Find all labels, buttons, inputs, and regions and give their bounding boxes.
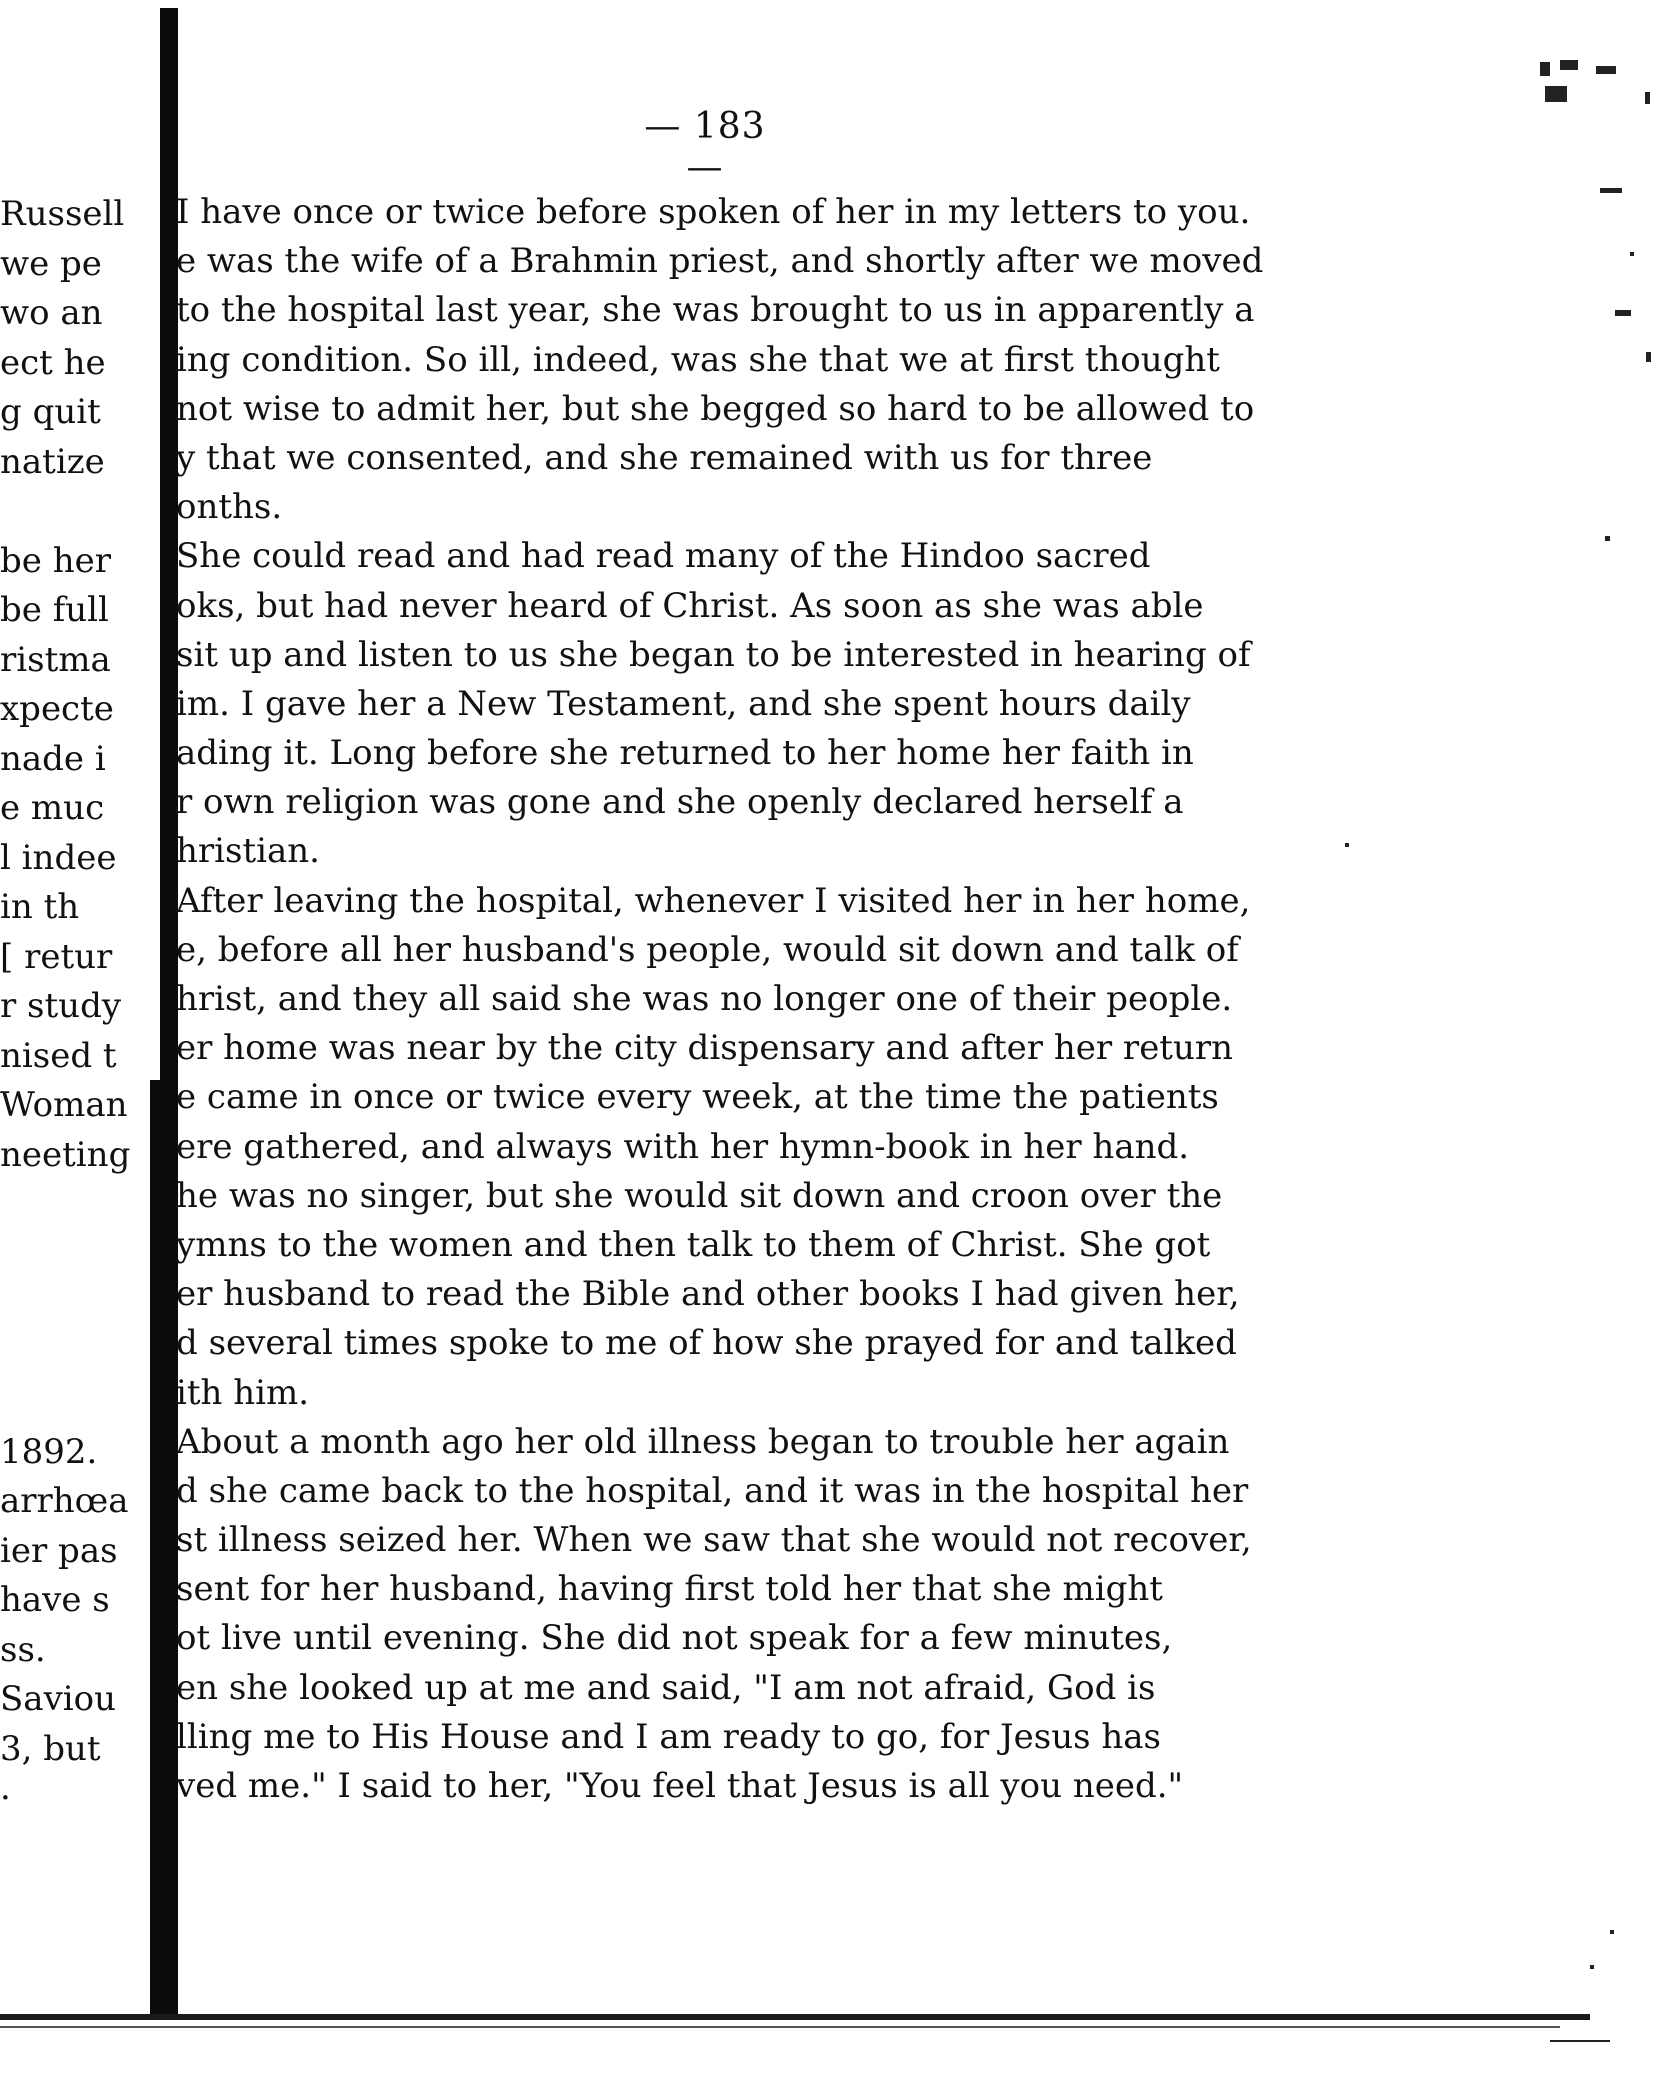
- left-fragment-line: ier pas: [0, 1530, 118, 1571]
- scan-speck: [1615, 310, 1631, 316]
- body-text-line: About a month ago her old illness began to trouble her again: [176, 1421, 1230, 1462]
- left-fragment-line: [0, 1180, 160, 1230]
- left-fragment-line: nised t: [0, 1035, 117, 1076]
- left-fragment-line: ·: [0, 1778, 11, 1818]
- left-fragment-line: 3, but: [0, 1728, 101, 1769]
- scan-speck: [1610, 1930, 1614, 1934]
- left-fragment-line: Saviou: [0, 1679, 117, 1719]
- body-text-line: sit up and listen to us she began to be interested in hearing of: [176, 634, 1251, 675]
- body-text-line: not wise to admit her, but she begged so hard to be allowed to: [176, 388, 1255, 429]
- body-text-line: ith him.: [176, 1372, 310, 1413]
- left-fragment-line: be full: [0, 590, 109, 630]
- left-fragment-line: r study: [0, 986, 122, 1026]
- scan-speck: [1605, 536, 1610, 541]
- left-fragment-line: [0, 1378, 160, 1428]
- scan-speck: [1550, 2040, 1610, 2042]
- left-page-fragments: [0, 190, 160, 1824]
- scan-speck: [1600, 188, 1622, 193]
- scan-speck: [1540, 62, 1550, 76]
- body-text-line: hristian.: [176, 831, 320, 872]
- left-fragment-line: [0, 487, 160, 537]
- left-fragment-line: l indee: [0, 837, 117, 878]
- scan-speck: [1630, 252, 1634, 256]
- body-text-line: im. I gave her a New Testament, and she spent hours daily: [176, 683, 1191, 724]
- body-text-line: st illness seized her. When we saw that she would not recover,: [176, 1520, 1252, 1561]
- scan-speck: [1590, 1965, 1594, 1969]
- left-fragment-line: natize: [0, 441, 105, 482]
- body-text-line: onths.: [176, 487, 283, 528]
- left-fragment-line: g quit: [0, 392, 101, 432]
- left-fragment-line: [0, 1230, 160, 1280]
- left-fragment-line: arrhœa: [0, 1481, 129, 1521]
- scan-speck: [1545, 86, 1567, 102]
- left-fragment-line: 1892.: [0, 1431, 98, 1472]
- page-bottom-rule: [0, 2014, 1590, 2020]
- left-fragment-line: be her: [0, 540, 111, 581]
- body-text-line: to the hospital last year, she was brought to us in apparently a: [176, 290, 1255, 331]
- body-text-line: She could read and had read many of the Hindoo sacred: [176, 536, 1151, 577]
- left-fragment-line: e muc: [0, 788, 105, 828]
- left-fragment-line: in th: [0, 887, 80, 927]
- body-text-line: en she looked up at me and said, "I am not afraid, God is: [176, 1667, 1156, 1708]
- left-fragment-line: [0, 1279, 160, 1329]
- scan-speck: [1646, 352, 1651, 362]
- scan-speck: [1645, 92, 1650, 104]
- body-text-line: ymns to the women and then talk to them of Christ. She got: [176, 1224, 1211, 1265]
- left-fragment-line: wo an: [0, 293, 103, 333]
- left-fragment-line: we pe: [0, 243, 102, 284]
- body-text-line: ading it. Long before she returned to her home her faith in: [176, 733, 1194, 774]
- left-fragment-line: Woman: [0, 1085, 128, 1125]
- left-fragment-line: ss.: [0, 1629, 46, 1670]
- left-fragment-line: nade i: [0, 738, 106, 779]
- scan-speck: [1596, 66, 1616, 74]
- left-fragment-line: [ retur: [0, 936, 113, 977]
- scan-speck: [1560, 60, 1578, 70]
- body-text-line: sent for her husband, having first told her that she might: [176, 1569, 1163, 1610]
- left-fragment-line: have s: [0, 1580, 110, 1620]
- left-fragment-line: neeting: [0, 1134, 131, 1175]
- body-text-line: d she came back to the hospital, and it was in the hospital her: [176, 1470, 1249, 1511]
- body-text-line: e was the wife of a Brahmin priest, and shortly after we moved: [176, 241, 1264, 282]
- scan-speck: [1345, 843, 1349, 847]
- body-text-line: e, before all her husband's people, would sit down and talk of: [176, 929, 1239, 970]
- body-text-line: y that we consented, and she remained with us for three: [176, 437, 1153, 478]
- left-fragment-line: ect he: [0, 342, 106, 383]
- body-text-line: ot live until evening. She did not speak for a few minutes,: [176, 1618, 1173, 1659]
- body-text-line: I have once or twice before spoken of her in my letters to you.: [176, 192, 1251, 232]
- body-text-line: er husband to read the Bible and other books I had given her,: [176, 1274, 1240, 1315]
- body-text-line: he was no singer, but she would sit down and croon over the: [176, 1175, 1223, 1216]
- body-text-line: hrist, and they all said she was no longer one of their people.: [176, 979, 1233, 1019]
- left-fragment-line: ristma: [0, 639, 111, 680]
- body-text-line: e came in once or twice every week, at the time the patients: [176, 1077, 1219, 1118]
- body-text-line: lling me to His House and I am ready to go, for Jesus has: [176, 1716, 1161, 1757]
- body-text-line: ved me." I said to her, "You feel that Jesus is all you need.": [176, 1766, 1184, 1806]
- left-fragment-line: xpecte: [0, 689, 114, 729]
- left-fragment-line: Russell: [0, 194, 125, 234]
- body-text-line: r own religion was gone and she openly declared herself a: [176, 782, 1184, 823]
- body-text-line: er home was near by the city dispensary and after her return: [176, 1028, 1234, 1069]
- body-text: [176, 188, 1298, 1811]
- body-text-line: ing condition. So ill, indeed, was she that we at first thought: [176, 339, 1220, 380]
- body-text-line: After leaving the hospital, whenever I visited her in her home,: [176, 880, 1251, 921]
- body-text-line: ere gathered, and always with her hymn-book in her hand.: [176, 1126, 1190, 1167]
- body-text-line: oks, but had never heard of Christ. As soon as she was able: [176, 585, 1204, 626]
- body-text-line: d several times spoke to me of how she prayed for and talked: [176, 1323, 1237, 1364]
- left-fragment-line: [0, 1329, 160, 1379]
- page-number: — 183 —: [644, 106, 766, 188]
- page-bottom-rule-thin: [0, 2026, 1560, 2028]
